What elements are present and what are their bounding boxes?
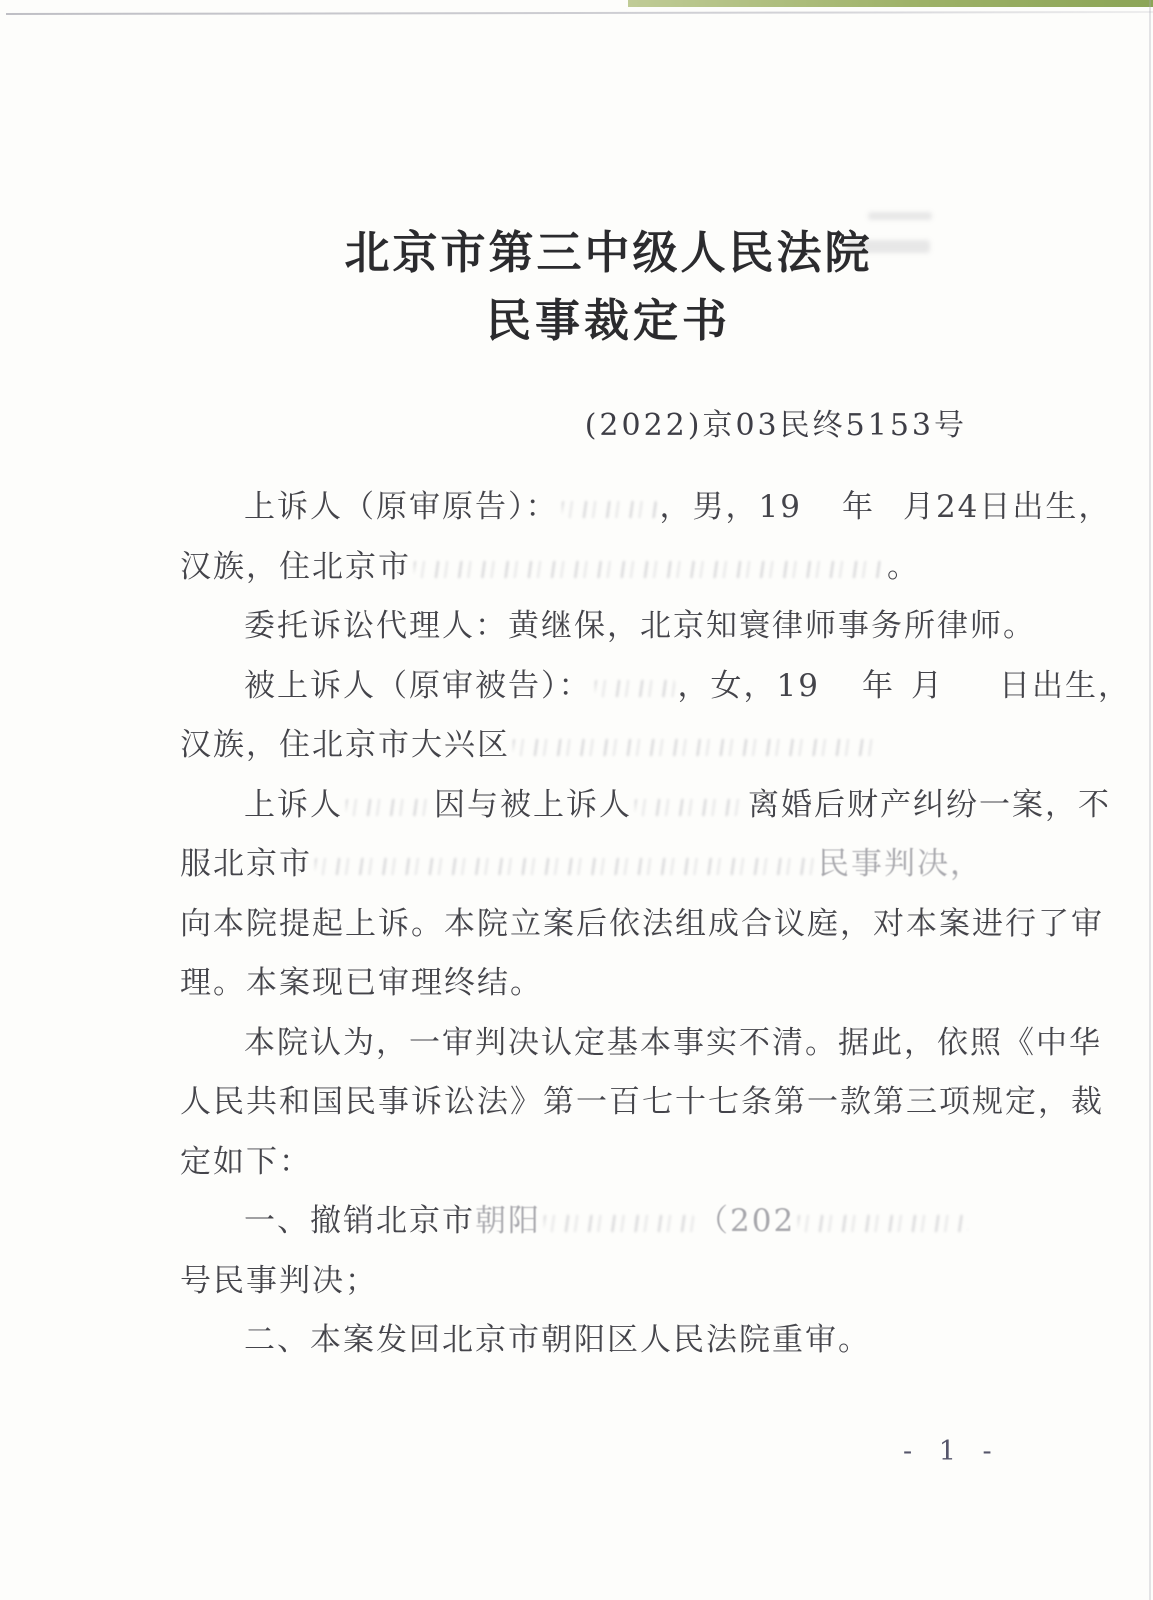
text-segment: 被上诉人（原审被告）： [244,667,592,704]
redacted-text [544,1215,694,1232]
text-line [180,597,1037,657]
text-segment: 服北京市 [180,846,312,882]
faded-text-segment: 民事判决， [818,846,983,882]
text-segment: 年 [861,667,895,704]
text-line [180,1073,1104,1133]
text-segment: 年 [841,489,875,525]
text-segment: 。 [887,548,920,585]
text-segment: 日出生， [998,667,1131,704]
text-line [180,1014,1102,1074]
text-segment: 汉族，住北京市大兴区 [180,727,510,763]
text-segment: ，男，19 [659,489,802,525]
text-line [180,1192,1037,1252]
text-segment: 定如下： [180,1143,312,1180]
text-line [180,954,1037,1014]
text-line [180,657,1131,717]
text-segment: 离婚后财产纠纷一案，不 [748,786,1111,823]
text-segment: 二、本案发回北京市朝阳区人民法院重审。 [244,1322,871,1358]
court-title: 北京市第三中级人民法院 [344,226,873,279]
text-line [180,776,1111,836]
document-type-title: 民事裁定书 [485,294,731,347]
text-segment: 上诉人（原审原告）： [244,489,559,525]
text-segment: 月24日出生， [902,489,1112,525]
text-line [180,478,1112,538]
text-segment: 一、撤销北京市 [244,1203,475,1239]
text-segment: 上诉人 [244,786,343,823]
text-line [180,1311,1037,1371]
redacted-text [798,1215,968,1232]
text-segment: 委托诉讼代理人：黄继保，北京知寰律师事务所律师。 [244,608,1036,644]
redacted-text [414,561,884,578]
text-segment: 人民共和国民事诉讼法》第一百七十七条第一款第三项规定，裁 [180,1084,1104,1120]
text-segment: 向本院提起上诉。本院立案后依法组成合议庭，对本案进行了审 [180,905,1104,942]
text-segment: 理。本案现已审理终结。 [180,965,543,1001]
text-line [180,1252,1037,1312]
text-segment: ，女，19 [677,667,820,704]
scan-artifact-green-edge [628,0,1153,7]
document-body [180,478,1131,1371]
redacted-text [635,799,745,816]
redacted-text [513,739,873,756]
text-line [180,895,1104,955]
redacted-text [315,858,815,875]
text-segment: 汉族，住北京市 [180,548,411,585]
text-line [180,538,1037,598]
scan-artifact-hairline [6,11,1153,15]
text-segment: 因与被上诉人 [434,786,632,823]
text-segment: 号民事判决； [180,1262,378,1299]
text-line [180,1133,1037,1193]
faded-text-segment: 朝阳 [475,1203,541,1239]
redacted-text [562,501,657,518]
redacted-text [346,799,431,816]
case-number: (2022)京03民终5153号 [584,408,967,443]
faded-text-segment: （202 [697,1203,796,1239]
text-segment: 本院认为，一审判决认定基本事实不清。据此，依照《中华 [244,1024,1102,1061]
text-line [180,716,1037,776]
text-segment: 月 [910,667,944,704]
redacted-text [595,680,675,697]
text-line [180,835,1037,895]
page-number: - 1 - [903,1436,1001,1467]
